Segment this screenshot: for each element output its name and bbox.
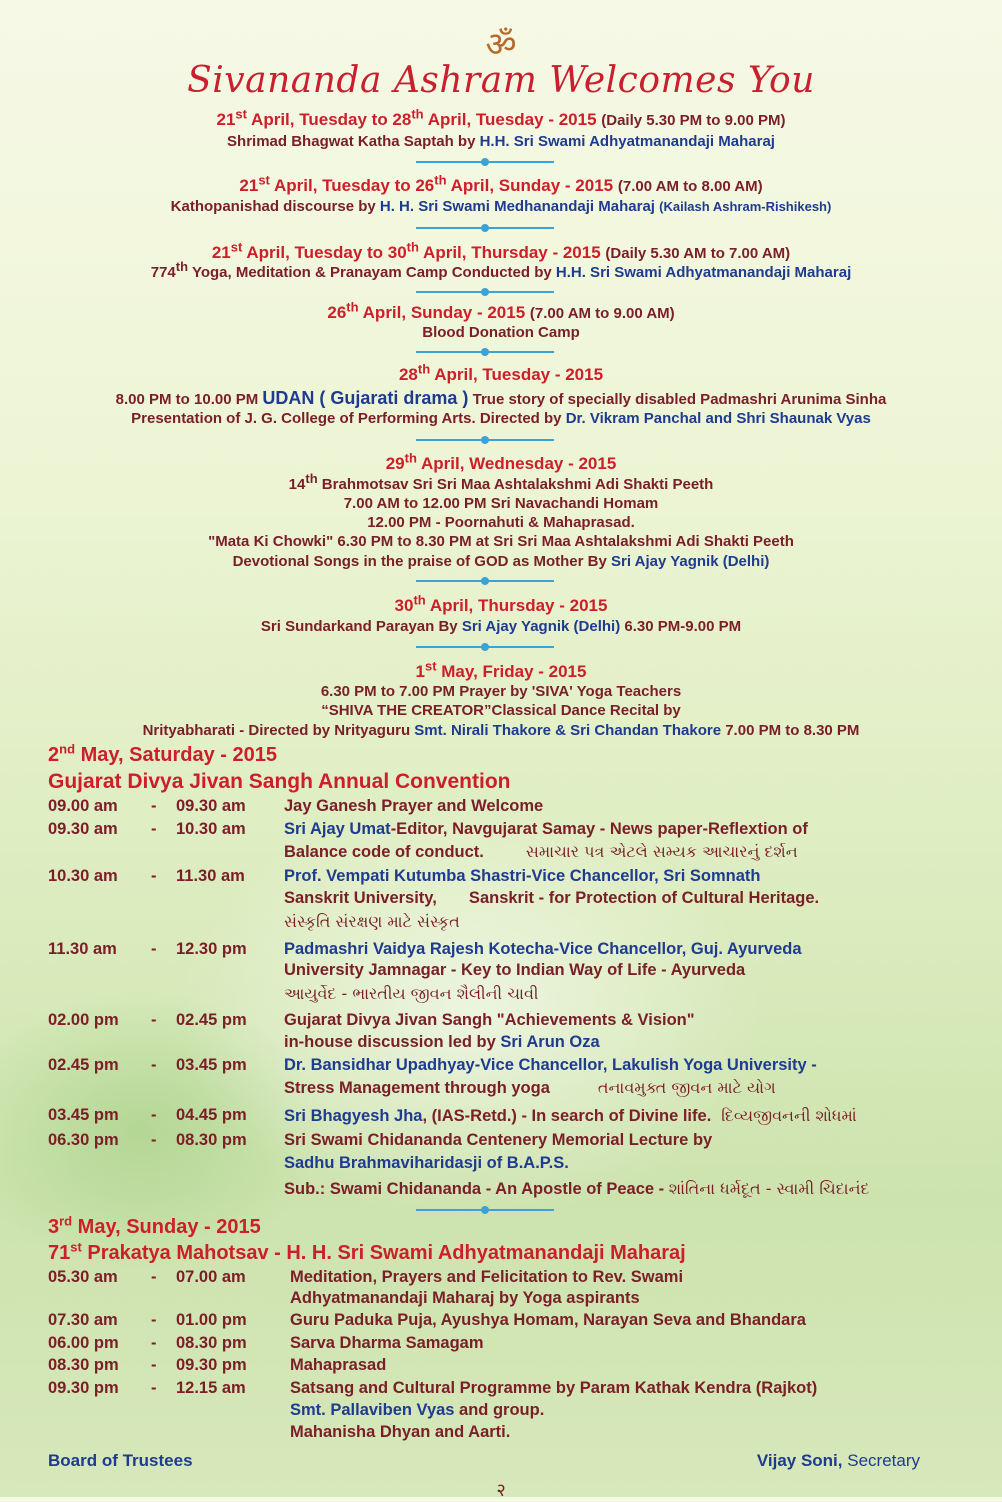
event-6-line-3: 12.00 PM - Poornahuti & Mahaprasad. [367, 514, 635, 531]
event-7-line-1: Sri Sundarkand Parayan By Sri Ajay Yagnik (Delhi) 6.30 PM-9.00 PM [260, 618, 742, 635]
page-number: २ [496, 1480, 506, 1501]
day-3-date: 3rd May, Sunday - 2015 [48, 1213, 261, 1238]
event-1-desc: Shrimad Bhagwat Katha Saptah by H.H. Sri Swami Adhyatmanandaji Maharaj [227, 133, 775, 150]
separator [416, 577, 554, 585]
separator [416, 288, 554, 296]
event-3-desc: 774th Yoga, Meditation & Pranayam Camp Conducted by H.H. Sri Swami Adhyatmanandaji Maharaj [150, 259, 852, 281]
separator [416, 436, 554, 444]
event-5-date: 28th April, Tuesday - 2015 [398, 361, 604, 384]
event-1-date: 21st April, Tuesday to 28th April, Tuesday - 2015 (Daily 5.30 PM to 9.00 PM) [216, 106, 786, 129]
event-5-line-2: Presentation of J. G. College of Performing Arts. Directed by Dr. Vikram Panchal and Shri Shaunak Vyas [131, 410, 871, 427]
event-4-date: 26th April, Sunday - 2015 (7.00 AM to 9.00 AM) [327, 299, 675, 322]
day-2-date: 2nd May, Saturday - 2015 [48, 741, 277, 766]
event-6-line-5: Devotional Songs in the praise of GOD as Mother By Sri Ajay Yagnik (Delhi) [232, 553, 770, 570]
event-8-line-3: Nrityabharati - Directed by Nrityaguru Smt. Nirali Thakore & Sri Chandan Thakore 7.00 PM to 8.30 PM [142, 722, 860, 739]
event-5-line-1: 8.00 PM to 10.00 PM UDAN ( Gujarati drama ) True story of specially disabled Padmashri Arunima Sinha [115, 388, 887, 408]
day-2-heading: Gujarat Divya Jivan Sangh Annual Convention [48, 770, 511, 793]
board-of-trustees: Board of Trustees [48, 1451, 193, 1470]
event-4-desc: Blood Donation Camp [422, 324, 580, 341]
event-6-line-2: 7.00 AM to 12.00 PM Sri Navachandi Homam [343, 495, 659, 512]
event-8-date: 1st May, Friday - 2015 [415, 658, 587, 681]
page-title: Sivananda Ashram Welcomes You [187, 60, 815, 101]
separator [416, 1206, 554, 1214]
day-3-heading: 71st Prakatya Mahotsav - H. H. Sri Swami Adhyatmanandaji Maharaj [48, 1239, 686, 1264]
event-3-date: 21st April, Tuesday to 30th April, Thursday - 2015 (Daily 5.30 AM to 7.00 AM) [211, 239, 791, 262]
event-8-line-2: “SHIVA THE CREATOR”Classical Dance Recital by [321, 702, 681, 719]
separator [416, 224, 554, 232]
event-2-desc: Kathopanishad discourse by H. H. Sri Swami Medhanandaji Maharaj (Kailash Ashram-Rishikesh) [170, 198, 832, 215]
separator [416, 158, 554, 166]
event-7-date: 30th April, Thursday - 2015 [394, 592, 608, 615]
event-6-line-1: 14th Brahmotsav Sri Sri Maa Ashtalakshmi Adi Shakti Peeth [288, 471, 714, 493]
secretary-signature: Vijay Soni, Secretary [756, 1451, 920, 1470]
event-2-date: 21st April, Tuesday to 26th April, Sunday - 2015 (7.00 AM to 8.00 AM) [239, 172, 763, 195]
event-6-line-4: "Mata Ki Chowki" 6.30 PM to 8.30 PM at Sri Sri Maa Ashtalakshmi Adi Shakti Peeth [208, 533, 794, 550]
separator [416, 348, 554, 356]
separator [416, 643, 554, 651]
event-8-line-1: 6.30 PM to 7.00 PM Prayer by 'SIVA' Yoga Teachers [320, 683, 682, 700]
om-symbol: ॐ [485, 25, 517, 65]
event-6-date: 29th April, Wednesday - 2015 [385, 450, 617, 473]
